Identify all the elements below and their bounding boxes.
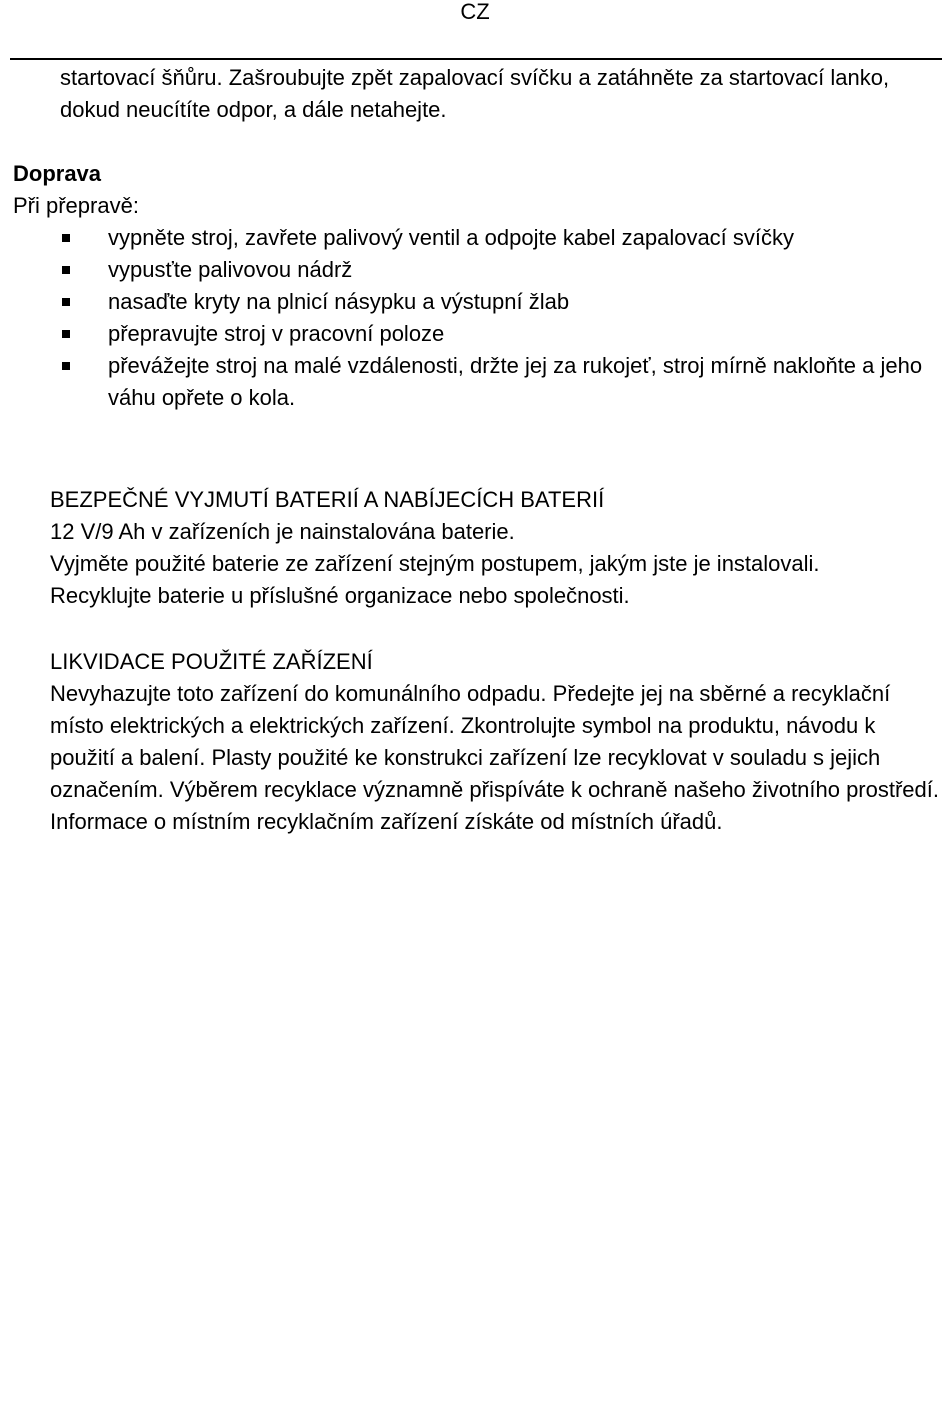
list-item-text: přepravujte stroj v pracovní poloze [108, 321, 445, 346]
page-language-label: CZ [460, 0, 490, 24]
header-divider [10, 58, 942, 60]
list-item-text: nasaďte kryty na plnicí násypku a výstupní žlab [108, 289, 570, 314]
disposal-heading: LIKVIDACE POUŽITÉ ZAŘÍZENÍ [50, 649, 373, 674]
list-item-text: vypněte stroj, zavřete palivový ventil a odpojte kabel zapalovací svíčky [108, 225, 795, 250]
battery-heading: BEZPEČNÉ VYJMUTÍ BATERIÍ A NABÍJECÍCH BATERIÍ [50, 487, 605, 512]
list-item-text: vypusťte palivovou nádrž [108, 257, 353, 282]
square-bullet-icon [62, 266, 70, 274]
transport-list [13, 222, 938, 414]
battery-line: 12 V/9 Ah v zařízeních je nainstalována baterie. [50, 519, 515, 544]
list-item [13, 222, 938, 254]
battery-line: Recyklujte baterie u příslušné organizace nebo společnosti. [50, 583, 630, 608]
list-item-text: převážejte stroj na malé vzdálenosti, držte jej za rukojeť, stroj mírně nakloňte a jeho váhu opřete o kola. [108, 353, 923, 410]
list-item [13, 254, 938, 286]
transport-heading: Doprava [13, 161, 102, 186]
list-item [13, 286, 938, 318]
battery-section [50, 484, 945, 612]
transport-lead: Při přepravě: [13, 193, 139, 218]
list-item [13, 350, 938, 414]
disposal-section [50, 646, 945, 838]
list-item [13, 318, 938, 350]
square-bullet-icon [62, 298, 70, 306]
square-bullet-icon [62, 362, 70, 370]
square-bullet-icon [62, 330, 70, 338]
disposal-closing: Informace o místním recyklačním zařízení získáte od místních úřadů. [50, 809, 723, 834]
battery-line: Vyjměte použité baterie ze zařízení stejným postupem, jakým jste je instalovali. [50, 551, 820, 576]
disposal-paragraph: Nevyhazujte toto zařízení do komunálního odpadu. Předejte jej na sběrné a recyklační místo elektrických a elektrických zařízení. Zkontrolujte symbol na produktu, návodu k použití a balení. Plasty použité ke konstrukci zařízení lze recyklovat v souladu s jejich označením. Výběrem recyklace významně přispíváte k ochraně našeho životního prostředí. [50, 681, 940, 802]
intro-paragraph: startovací šňůru. Zašroubujte zpět zapalovací svíčku a zatáhněte za startovací lanko, dokud neucítíte odpor, a dále netahejte. [60, 65, 890, 122]
transport-section [13, 158, 938, 414]
square-bullet-icon [62, 234, 70, 242]
